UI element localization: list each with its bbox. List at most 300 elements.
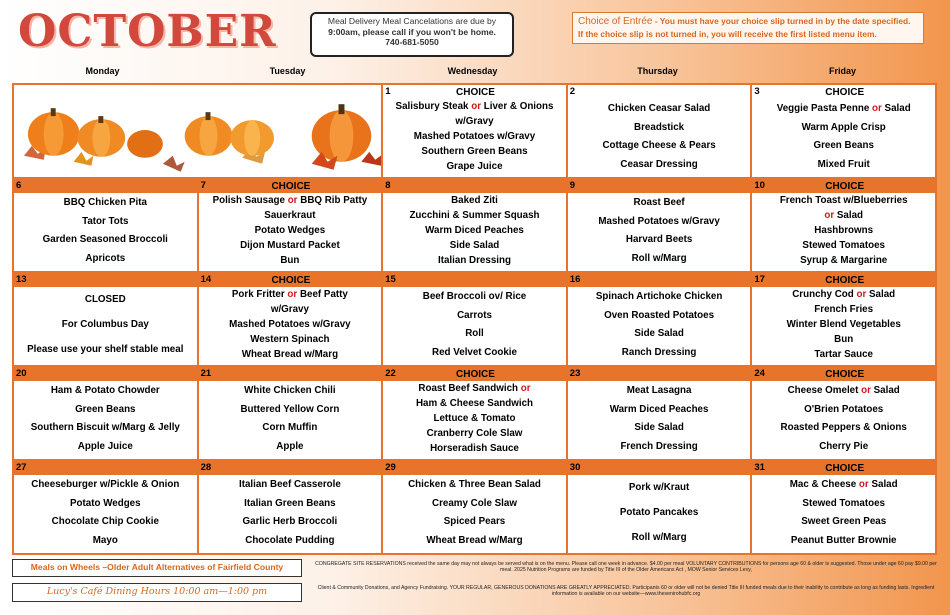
- menu-items: [568, 99, 751, 177]
- or-separator: or: [287, 289, 298, 301]
- menu-item-text: Side Salad: [634, 328, 684, 340]
- menu-item: [754, 159, 933, 171]
- day-cell-header: [568, 273, 751, 287]
- menu-item: [385, 398, 564, 410]
- menu-item: [201, 240, 380, 252]
- menu-item-text: Roast Beef: [633, 197, 685, 209]
- menu-items: [752, 193, 935, 271]
- day-cell-3: [752, 85, 935, 177]
- menu-item: [754, 122, 933, 134]
- menu-item-text: Wheat Bread w/Marg: [241, 348, 339, 360]
- day-cell-header: [568, 461, 751, 475]
- choice-label: CHOICE: [456, 86, 495, 98]
- menu-item: [16, 319, 195, 331]
- menu-item-text: Southern Green Beans: [421, 145, 528, 157]
- menu-item: [385, 498, 564, 510]
- menu-item-text: Apple Juice: [77, 440, 133, 452]
- menu-item-text: Side Salad: [634, 422, 684, 434]
- day-header-friday: Friday: [828, 66, 856, 76]
- menu-item-text: Cranberry Cole Slaw: [426, 427, 523, 439]
- menu-item: [16, 216, 195, 228]
- menu-item-text: Side Salad: [449, 239, 500, 251]
- day-cell-header: [383, 367, 566, 381]
- menu-item: [754, 195, 933, 207]
- menu-item-text: Apple: [276, 440, 304, 452]
- day-header-wednesday: Wednesday: [447, 66, 498, 76]
- menu-item-text: Dijon Mustard Packet: [240, 239, 340, 251]
- menu-item-text: Roll w/Marg: [631, 531, 687, 543]
- menu-item: [385, 131, 564, 143]
- menu-item: [570, 310, 749, 322]
- menu-item-text: Breadstick: [634, 121, 685, 133]
- choice-notice-line-2: If the choice slip is not turned in, you will receive the first listed menu item.: [578, 29, 877, 39]
- day-cell-15: [383, 273, 566, 365]
- menu-item-text: Carrots: [457, 309, 492, 321]
- or-separator: or: [856, 289, 867, 301]
- day-number: 29: [385, 462, 396, 473]
- footer-notice-2: Client & Community Donations, and Agency Fundraising. YOUR REGULAR, GENEROUS DONATIONS ARE GREATLY APPRECIATED. Participants 60 or older will not be denied Title III funded meals due to their inability to contribute as long as funding lasts. Ingredient information is available on our website—www.thesenirohubfc.org: [317, 585, 935, 598]
- menu-items: [568, 381, 751, 459]
- menu-items: [199, 193, 382, 271]
- menu-calendar: [12, 83, 937, 555]
- menu-item-text: Tator Tots: [82, 215, 129, 227]
- menu-item: [754, 349, 933, 361]
- menu-items: [752, 381, 935, 459]
- menu-item: [385, 383, 564, 395]
- menu-item: [16, 516, 195, 528]
- menu-items: [14, 475, 197, 553]
- menu-item-text: Bun: [834, 333, 854, 345]
- menu-item-text: Garlic Herb Broccoli: [242, 516, 338, 528]
- menu-item-text: For Columbus Day: [61, 318, 149, 330]
- menu-item: [201, 195, 380, 207]
- menu-item: [570, 159, 749, 171]
- day-cell-2: [568, 85, 751, 177]
- menu-item-text: Mashed Potatoes w/Gravy: [598, 215, 720, 227]
- day-number: 24: [754, 368, 765, 379]
- month-title: OCTOBER: [18, 6, 277, 57]
- menu-item-text: Potato Wedges: [254, 224, 326, 236]
- menu-item: [570, 253, 749, 265]
- day-cell-10: [752, 179, 935, 271]
- menu-item-text: Cherry Pie: [819, 440, 869, 452]
- menu-item-text: Corn Muffin: [262, 422, 318, 434]
- or-separator: or: [861, 385, 871, 397]
- day-number: 9: [569, 180, 576, 191]
- day-cell-header: [199, 461, 382, 475]
- day-cell-header: [568, 179, 751, 193]
- menu-item-text: French Fries: [814, 304, 874, 316]
- menu-item-text: Mashed Potatoes w/Gravy: [229, 318, 351, 330]
- delivery-phone: 740-681-5050: [385, 37, 439, 47]
- choice-label: CHOICE: [825, 462, 865, 474]
- menu-item: [570, 291, 749, 303]
- menu-item-text: Chocolate Chip Cookie: [51, 516, 159, 528]
- menu-item-text: Sweet Green Peas: [801, 516, 887, 528]
- day-cell-7: [199, 179, 382, 271]
- or-separator: or: [824, 210, 835, 222]
- menu-item-text: Meat Lasagna: [626, 385, 692, 397]
- day-number: 27: [16, 462, 27, 473]
- menu-item-text: Zucchini & Summer Squash: [409, 210, 540, 222]
- menu-item-text: Salad: [870, 385, 900, 397]
- day-cell-header: [14, 461, 197, 475]
- menu-item-text: Western Spinach: [250, 333, 330, 345]
- menu-item-text: Oven Roasted Potatoes: [604, 309, 715, 321]
- menu-item: [754, 225, 933, 237]
- menu-item: [385, 255, 564, 267]
- day-cell-16: [568, 273, 751, 365]
- menu-item-text: Warm Diced Peaches: [609, 403, 709, 415]
- choice-notice-title: Choice of Entrée: [578, 16, 653, 27]
- day-number: 2: [569, 86, 576, 97]
- menu-items: [752, 99, 935, 177]
- menu-item-text: Roll: [465, 328, 484, 340]
- menu-item: [754, 498, 933, 510]
- choice-label: CHOICE: [271, 274, 311, 286]
- menu-item-text: Grape Juice: [446, 160, 503, 172]
- menu-item: [570, 216, 749, 228]
- day-cell-14: [199, 273, 382, 365]
- menu-item-text: Salisbury Steak: [395, 101, 472, 113]
- menu-item: [385, 516, 564, 528]
- menu-item: [754, 255, 933, 267]
- menu-item: [201, 349, 380, 361]
- menu-item: [754, 103, 933, 115]
- menu-item: [570, 234, 749, 246]
- or-separator: or: [858, 479, 869, 491]
- menu-item-text: Red Velvet Cookie: [432, 346, 517, 358]
- menu-item-text: Winter Blend Vegetables: [786, 318, 901, 330]
- day-number: 6: [16, 180, 22, 191]
- menu-item-text: Mashed Potatoes w/Gravy: [413, 130, 536, 142]
- day-cell-23: [568, 367, 751, 459]
- menu-items: [752, 287, 935, 365]
- menu-item: [201, 210, 380, 222]
- menu-item-text: O'Brien Potatoes: [804, 403, 884, 415]
- day-number: 14: [200, 274, 212, 285]
- day-cell-header: [14, 273, 197, 287]
- menu-item: [385, 161, 564, 173]
- menu-items: [568, 475, 751, 553]
- choice-label: CHOICE: [825, 180, 865, 192]
- menu-item-text: Wheat Bread w/Marg: [426, 534, 523, 546]
- choice-label: CHOICE: [825, 86, 865, 98]
- menu-item: [754, 319, 933, 331]
- delivery-line-1: Meal Delivery Meal Cancelations are due by: [327, 16, 497, 26]
- day-cell-22: [383, 367, 566, 459]
- menu-item: [570, 140, 749, 152]
- menu-item-text: Warm Diced Peaches: [425, 224, 524, 236]
- menu-item-text: Mac & Cheese: [789, 479, 859, 491]
- menu-item: [754, 479, 933, 491]
- menu-item: [201, 334, 380, 346]
- menu-item: [16, 498, 195, 510]
- menu-item: [16, 479, 195, 491]
- menu-item-text: Stewed Tomatoes: [802, 239, 885, 251]
- menu-item-text: French Dressing: [620, 440, 698, 452]
- day-number: 10: [754, 180, 765, 191]
- menu-item-text: BBQ Rib Patty: [297, 195, 368, 207]
- menu-item: [201, 289, 380, 301]
- menu-item-text: Ranch Dressing: [621, 346, 697, 358]
- menu-item-text: Please use your shelf stable meal: [27, 343, 184, 355]
- menu-item: [754, 334, 933, 346]
- menu-item: [385, 291, 564, 303]
- menu-item-text: Creamy Cole Slaw: [432, 497, 517, 509]
- choice-label: CHOICE: [825, 368, 865, 380]
- menu-items: [752, 475, 935, 553]
- day-cell-29: [383, 461, 566, 553]
- menu-item: [754, 240, 933, 252]
- menu-item-text: Roll w/Marg: [631, 252, 687, 264]
- menu-item: [385, 479, 564, 491]
- menu-item: [754, 385, 933, 397]
- menu-item-text: Ceasar Dressing: [620, 158, 698, 170]
- day-number: 15: [385, 274, 396, 285]
- menu-item: [16, 197, 195, 209]
- choice-label: CHOICE: [825, 274, 865, 286]
- day-cell-header: [752, 367, 935, 381]
- menu-item: [570, 197, 749, 209]
- choice-label: CHOICE: [271, 180, 311, 192]
- day-cell-header: [14, 367, 197, 381]
- day-cell-13: [14, 273, 197, 365]
- day-cell-header: [568, 367, 751, 381]
- menu-item: [385, 428, 564, 440]
- day-cell-header: [752, 179, 935, 193]
- menu-item-text: Tartar Sauce: [814, 348, 874, 360]
- day-cell-30: [568, 461, 751, 553]
- menu-item-text: Cottage Cheese & Pears: [602, 140, 716, 152]
- menu-item: [16, 344, 195, 356]
- menu-item-text: Hashbrowns: [814, 224, 874, 236]
- menu-item: [385, 535, 564, 547]
- choice-notice-line-1: - You must have your choice slip turned in by the date specified.: [652, 16, 911, 26]
- menu-item-text: Green Beans: [813, 140, 874, 152]
- menu-item: [570, 122, 749, 134]
- menu-item: [385, 443, 564, 455]
- menu-item-text: Chocolate Pudding: [245, 534, 335, 546]
- menu-item-text: Garden Seasoned Broccoli: [42, 234, 168, 246]
- menu-item: [754, 140, 933, 152]
- menu-item-text: Warm Apple Crisp: [801, 121, 886, 133]
- menu-item: [385, 225, 564, 237]
- menu-item-text: Potato Wedges: [70, 497, 141, 509]
- menu-item: [201, 225, 380, 237]
- menu-items: [199, 287, 382, 365]
- menu-item: [385, 328, 564, 340]
- menu-items: [14, 287, 197, 365]
- menu-item-text: Bun: [280, 254, 300, 266]
- menu-item: [385, 240, 564, 252]
- day-header-monday: Monday: [85, 66, 120, 76]
- menu-item-text: Green Beans: [75, 403, 136, 415]
- menu-items: [568, 193, 751, 271]
- menu-item: [385, 210, 564, 222]
- day-cell-header: [752, 461, 935, 475]
- menu-items: [199, 475, 382, 553]
- menu-item: [201, 304, 380, 316]
- menu-item-text: Italian Green Beans: [244, 497, 336, 509]
- menu-items: [383, 99, 566, 177]
- menu-item-text: Ham & Potato Chowder: [50, 385, 160, 397]
- menu-item-text: Stewed Tomatoes: [802, 497, 885, 509]
- day-number: 30: [569, 462, 581, 473]
- menu-items: [383, 475, 566, 553]
- menu-items: [14, 381, 197, 459]
- menu-item: [385, 310, 564, 322]
- menu-item-text: Ham & Cheese Sandwich: [415, 398, 534, 410]
- menu-item: [16, 422, 195, 434]
- footer-notice-1: CONGREGATE SITE RESERVATIONS received the same day may not always be served what is on the menu. Please call one week in advance. $4.00 per meal VOLUNTARY CONTRIBUTIONS for persons age 60 & older is suggested. Those under age 60 pay $9.00 per meal. 2025 Nutrition Programs are funded by Title III of the Older Americans Act , MOW Senior Services Levy,: [315, 561, 937, 574]
- menu-item-text: Spiced Pears: [443, 516, 506, 528]
- menu-item: [754, 304, 933, 316]
- menu-item: [754, 535, 933, 547]
- cafe-hours-label: Lucy's Café Dining Hours 10:00 am—1:00 pm: [12, 583, 302, 602]
- menu-item-text: BBQ Chicken Pita: [63, 197, 147, 209]
- menu-item-text: Liver & Onions: [481, 101, 554, 113]
- day-cell-header: [752, 273, 935, 287]
- delivery-line-2: 9:00am, please call if you won't be home.: [328, 26, 496, 37]
- day-number: 16: [569, 274, 581, 285]
- menu-item: [201, 535, 380, 547]
- menu-item-text: Cheese Omelet: [787, 385, 862, 397]
- day-number: 22: [385, 368, 396, 379]
- menu-item: [754, 210, 933, 222]
- menu-item: [570, 441, 749, 453]
- menu-item-text: White Chicken Chili: [244, 385, 336, 397]
- menu-item-text: Mayo: [92, 534, 118, 546]
- menu-item-text: Sauerkraut: [264, 210, 316, 222]
- menu-item-text: Pork w/Kraut: [628, 482, 690, 494]
- day-number: 17: [754, 274, 765, 285]
- menu-item-text: Cheeseburger w/Pickle & Onion: [31, 479, 180, 491]
- menu-item: [16, 294, 195, 306]
- menu-item: [570, 347, 749, 359]
- menu-item-text: Baked Ziti: [451, 195, 498, 207]
- menu-item: [385, 347, 564, 359]
- pumpkin-decoration: [14, 85, 381, 177]
- day-cell-header: [14, 179, 197, 193]
- menu-item-text: Mixed Fruit: [817, 158, 870, 170]
- day-header-tuesday: Tuesday: [269, 66, 306, 76]
- day-cell-header: [383, 461, 566, 475]
- choice-notice: [572, 12, 924, 44]
- menu-items: [568, 287, 751, 365]
- day-cell-20: [14, 367, 197, 459]
- menu-item: [201, 498, 380, 510]
- day-number: 31: [754, 462, 765, 473]
- day-cell-header: [383, 179, 566, 193]
- menu-item: [385, 101, 564, 113]
- menu-item: [201, 319, 380, 331]
- day-cell-header: [199, 179, 382, 193]
- menu-item-text: Salad: [868, 479, 898, 491]
- menu-item-text: Salad: [881, 103, 911, 115]
- menu-item: [385, 116, 564, 128]
- day-cell-31: [752, 461, 935, 553]
- menu-item-text: Roasted Peppers & Onions: [780, 422, 907, 434]
- day-header-thursday: Thursday: [637, 66, 678, 76]
- menu-item-text: Southern Biscuit w/Marg & Jelly: [30, 422, 180, 434]
- menu-item: [754, 441, 933, 453]
- menu-items: [383, 381, 566, 459]
- menu-item-text: Veggie Pasta Penne: [776, 103, 872, 115]
- day-cell-21: [199, 367, 382, 459]
- menu-item: [570, 103, 749, 115]
- day-cell-9: [568, 179, 751, 271]
- menu-item: [754, 404, 933, 416]
- day-number: 3: [754, 86, 760, 97]
- menu-item-text: Polish Sausage: [212, 195, 288, 207]
- menu-item-text: Chicken Ceasar Salad: [607, 103, 711, 115]
- menu-item: [570, 328, 749, 340]
- menu-item-text: Pork Fritter: [231, 289, 288, 301]
- meals-on-wheels-label: Meals on Wheels –Older Adult Alternatives of Fairfield County: [12, 559, 302, 577]
- day-number: 7: [200, 180, 206, 191]
- menu-item-text: w/Gravy: [270, 304, 309, 316]
- day-cell-header: [568, 85, 751, 99]
- day-number: 20: [16, 368, 27, 379]
- day-cell-24: [752, 367, 935, 459]
- or-separator: or: [287, 195, 298, 207]
- menu-item-text: Lettuce & Tomato: [433, 412, 516, 424]
- menu-item-text: Peanut Butter Brownie: [790, 534, 897, 546]
- menu-item-text: Salad: [866, 289, 896, 301]
- menu-item-text: Roast Beef Sandwich: [418, 383, 521, 395]
- menu-item: [385, 413, 564, 425]
- delivery-notice: [310, 12, 514, 57]
- menu-item-text: Horseradish Sauce: [430, 442, 519, 454]
- menu-item-text: Salad: [834, 210, 864, 222]
- menu-item: [201, 479, 380, 491]
- menu-item: [16, 234, 195, 246]
- or-separator: or: [872, 103, 882, 115]
- menu-item: [201, 385, 380, 397]
- menu-item: [16, 535, 195, 547]
- menu-item-text: Beef Patty: [297, 289, 348, 301]
- day-cell-17: [752, 273, 935, 365]
- menu-item-text: Buttered Yellow Corn: [240, 403, 340, 415]
- day-number: 21: [200, 368, 212, 379]
- day-cell-6: [14, 179, 197, 271]
- menu-item: [16, 253, 195, 265]
- menu-item: [16, 441, 195, 453]
- or-separator: or: [471, 101, 482, 113]
- menu-item-text: Crunchy Cod: [792, 289, 857, 301]
- day-cell-8: [383, 179, 566, 271]
- day-cell-header: [383, 273, 566, 287]
- menu-item-text: Chicken & Three Bean Salad: [408, 479, 541, 491]
- menu-item: [570, 532, 749, 544]
- menu-item: [201, 441, 380, 453]
- menu-item-text: Harvard Beets: [625, 234, 693, 246]
- menu-item: [385, 146, 564, 158]
- day-cell-1: [383, 85, 566, 177]
- menu-item: [570, 385, 749, 397]
- menu-item-text: Potato Pancakes: [619, 506, 699, 518]
- menu-items: [14, 193, 197, 271]
- menu-item-text: Apricots: [85, 252, 126, 264]
- menu-item-text: French Toast w/Blueberries: [779, 195, 908, 207]
- day-number: 1: [385, 86, 391, 97]
- menu-item-text: CLOSED: [84, 294, 126, 306]
- day-cell-header: [383, 85, 566, 99]
- menu-item: [201, 516, 380, 528]
- menu-item: [570, 482, 749, 494]
- menu-item: [385, 195, 564, 207]
